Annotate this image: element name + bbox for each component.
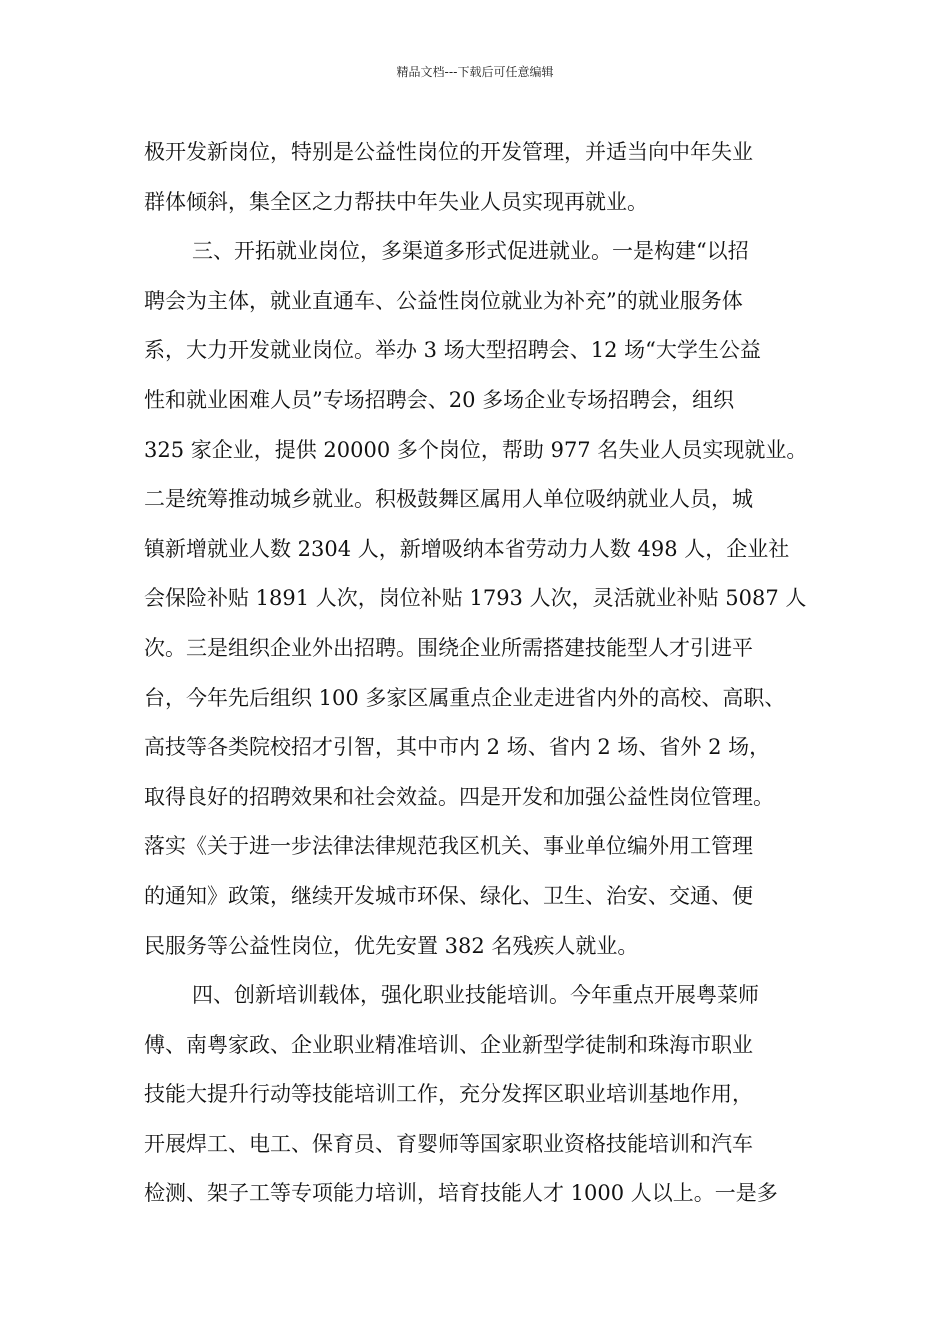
text-line: 民服务等公益性岗位，优先安置 382 名残疾人就业。 <box>144 933 639 958</box>
text-line: 傅、南粤家政、企业职业精准培训、企业新型学徒制和珠海市职业 <box>144 1032 753 1057</box>
text-line: 的通知》政策，继续开发城市环保、绿化、卫生、治安、交通、便 <box>144 883 753 908</box>
text-line: 会保险补贴 1891 人次，岗位补贴 1793 人次，灵活就业补贴 5087 人 <box>144 586 807 611</box>
text-line: 325 家企业，提供 20000 多个岗位，帮助 977 名失业人员实现就业。 <box>144 437 808 462</box>
text-line: 性和就业困难人员”专场招聘会、20 多场企业专场招聘会，组织 <box>144 387 735 412</box>
text-line: 极开发新岗位，特别是公益性岗位的开发管理，并适当向中年失业 <box>144 140 753 164</box>
text-line: 聘会为主体，就业直通车、公益性岗位就业为补充”的就业服务体 <box>144 288 743 313</box>
text-line: 二是统筹推动城乡就业。积极鼓舞区属用人单位吸纳就业人员，城 <box>144 487 753 512</box>
text-line: 检测、架子工等专项能力培训，培育技能人才 1000 人以上。一是多 <box>144 1181 778 1206</box>
text-line: 开展焊工、电工、保育员、育婴师等国家职业资格技能培训和汽车 <box>144 1131 753 1156</box>
text-line: 群体倾斜，集全区之力帮扶中年失业人员实现再就业。 <box>144 189 648 214</box>
text-line: 高技等各类院校招才引智，其中市内 2 场、省内 2 场、省外 2 场， <box>144 735 771 760</box>
paragraph-start-line: 三、开拓就业岗位，多渠道多形式促进就业。一是构建“以招 <box>192 239 749 264</box>
text-line: 系，大力开发就业岗位。举办 3 场大型招聘会、12 场“大学生公益 <box>144 338 761 363</box>
document-body <box>144 128 824 1219</box>
text-line: 镇新增就业人数 2304 人，新增吸纳本省劳动力人数 498 人，企业社 <box>144 536 790 561</box>
text-line: 技能大提升行动等技能培训工作，充分发挥区职业培训基地作用， <box>144 1082 753 1107</box>
text-line: 台，今年先后组织 100 多家区属重点企业走进省内外的高校、高职、 <box>144 685 786 710</box>
text-line: 落实《关于进一步法律法律规范我区机关、事业单位编外用工管理 <box>144 834 753 859</box>
paragraph-start-line: 四、创新培训载体，强化职业技能培训。今年重点开展粤菜师 <box>192 983 759 1008</box>
text-line: 取得良好的招聘效果和社会效益。四是开发和加强公益性岗位管理。 <box>144 784 774 809</box>
page-header: 精品文档---下载后可任意编辑 <box>396 65 554 79</box>
text-line: 次。三是组织企业外出招聘。围绕企业所需搭建技能型人才引进平 <box>144 635 753 660</box>
